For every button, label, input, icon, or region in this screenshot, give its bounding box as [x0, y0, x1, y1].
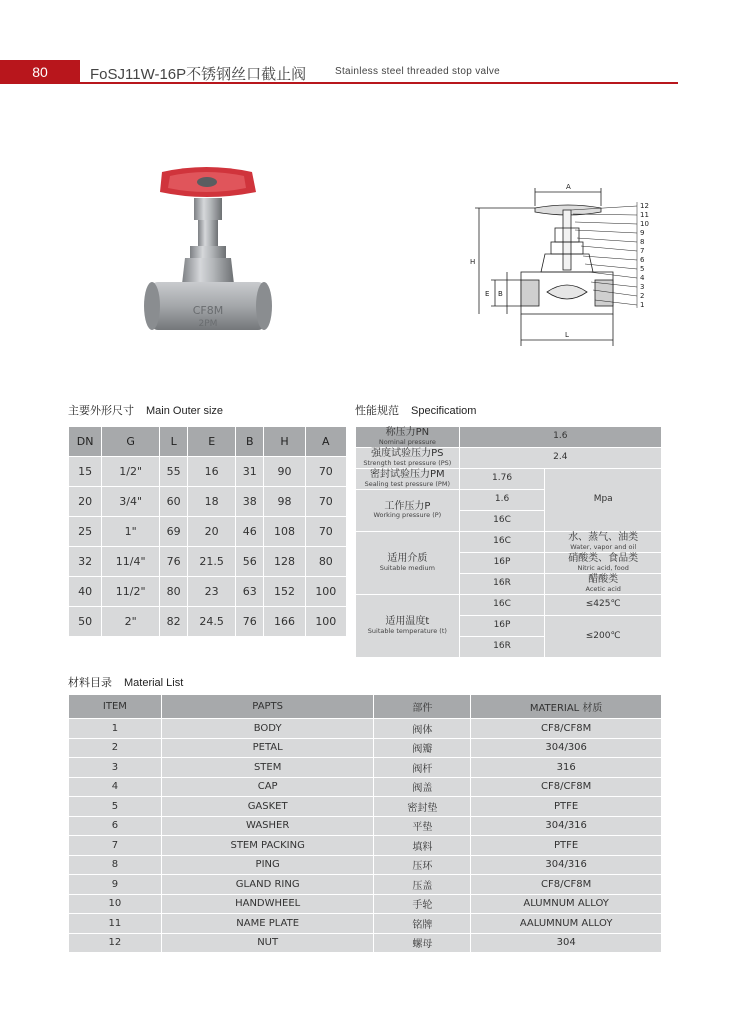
materials-heading [68, 674, 183, 690]
dimensions-heading-cn: 主要外形尺寸 [68, 405, 134, 417]
dimensions-heading-en: Main Outer size [146, 405, 224, 417]
table-cell: 69 [160, 517, 188, 547]
valve-photo [140, 158, 275, 338]
part-number: 7 [640, 247, 645, 255]
table-row [69, 816, 662, 836]
table-row [69, 855, 662, 875]
table-cell: 100 [305, 577, 346, 607]
table-cell: BODY [161, 719, 374, 739]
table-cell: 55 [160, 457, 188, 487]
part-number: 5 [640, 265, 645, 273]
spec-grade: 16C [459, 532, 545, 553]
table-cell: 20 [188, 517, 236, 547]
spec-value [545, 532, 662, 553]
column-header: MATERIAL 材质 [471, 695, 662, 719]
table-cell: PTFE [471, 836, 662, 856]
dim-label-a: A [566, 183, 571, 191]
part-number: 11 [640, 211, 649, 219]
spec-grade: 16R [459, 574, 545, 595]
table-cell: 3/4" [102, 487, 160, 517]
table-cell: 阀瓣 [374, 738, 471, 758]
table-cell: 1 [69, 719, 162, 739]
column-header: E [188, 427, 236, 457]
table-cell: 38 [236, 487, 264, 517]
medium-en: Nitric acid, food [577, 563, 629, 572]
spec-grade: 16P [459, 616, 545, 637]
table-cell: PETAL [161, 738, 374, 758]
spec-label [356, 427, 460, 448]
part-number: 12 [640, 202, 649, 210]
table-cell: 11 [69, 914, 162, 934]
column-header: ITEM [69, 695, 162, 719]
table-row [356, 427, 662, 448]
table-cell: 166 [264, 607, 305, 637]
table-cell: 16 [188, 457, 236, 487]
spec-value: 2.4 [459, 448, 661, 469]
spec-label-cn: 工作压力P [384, 500, 431, 512]
materials-heading-en: Material List [124, 677, 184, 689]
column-header: 部件 [374, 695, 471, 719]
table-cell: 15 [69, 457, 102, 487]
part-number: 2 [640, 292, 645, 300]
table-cell: 阀杆 [374, 758, 471, 778]
spec-label-cn: 适用介质 [387, 553, 428, 565]
table-cell: 7 [69, 836, 162, 856]
table-cell: 11/2" [102, 577, 160, 607]
table-cell: NUT [161, 933, 374, 953]
body-casting-mark: CF8M [192, 304, 224, 317]
table-row [69, 547, 347, 577]
column-header: L [160, 427, 188, 457]
dim-label-e: E [485, 290, 490, 298]
part-number: 9 [640, 229, 645, 237]
part-number: 6 [640, 256, 645, 264]
table-cell: 9 [69, 875, 162, 895]
table-cell: 阀盖 [374, 777, 471, 797]
table-cell: GASKET [161, 797, 374, 817]
part-number: 4 [640, 274, 645, 282]
table-cell: 螺母 [374, 933, 471, 953]
table-cell: 4 [69, 777, 162, 797]
table-cell: 82 [160, 607, 188, 637]
table-cell: 90 [264, 457, 305, 487]
table-row [69, 933, 662, 953]
table-cell: HANDWHEEL [161, 894, 374, 914]
column-header: PAPTS [161, 695, 374, 719]
table-cell: 18 [188, 487, 236, 517]
table-row [356, 469, 662, 490]
table-cell: 63 [236, 577, 264, 607]
page-number: 80 [32, 64, 48, 80]
table-cell: 76 [236, 607, 264, 637]
table-cell: 6 [69, 816, 162, 836]
table-cell: 46 [236, 517, 264, 547]
materials-table [68, 694, 662, 953]
spec-value: ≤425℃ [545, 595, 662, 616]
dim-label-b: B [498, 290, 503, 298]
table-cell: 2" [102, 607, 160, 637]
medium-en: Acetic acid [585, 584, 621, 593]
table-cell: 304/316 [471, 816, 662, 836]
spec-label-cn: 密封试验压力PM [370, 469, 445, 481]
medium-cn: 醋酸类 [588, 574, 619, 586]
table-row [69, 719, 662, 739]
part-number: 8 [640, 238, 645, 246]
spec-label [356, 490, 460, 532]
table-cell: 21.5 [188, 547, 236, 577]
table-cell: 304 [471, 933, 662, 953]
table-cell: 128 [264, 547, 305, 577]
table-cell: 3 [69, 758, 162, 778]
table-row [69, 894, 662, 914]
spec-value: 1.6 [459, 490, 545, 511]
table-row [69, 836, 662, 856]
table-row [69, 457, 347, 487]
table-cell: 密封垫 [374, 797, 471, 817]
column-header: B [236, 427, 264, 457]
product-title-cn: FoSJ11W-16P不锈钢丝口截止阀 [90, 66, 307, 83]
column-header: DN [69, 427, 102, 457]
table-cell: 70 [305, 457, 346, 487]
table-header-row [69, 427, 347, 457]
table-row [69, 758, 662, 778]
spec-grade: 16R [459, 637, 545, 658]
spec-label-en: Suitable temperature (t) [367, 626, 447, 635]
table-cell: 100 [305, 607, 346, 637]
table-cell: STEM [161, 758, 374, 778]
table-row [69, 914, 662, 934]
medium-cn: 水、蒸气、油类 [568, 532, 639, 544]
table-cell: PING [161, 855, 374, 875]
table-cell: 98 [264, 487, 305, 517]
table-cell: 304/306 [471, 738, 662, 758]
spec-label-en: Strength test pressure (PS) [363, 458, 452, 467]
table-cell: CF8/CF8M [471, 777, 662, 797]
valve-section-drawing [465, 180, 665, 350]
table-row [356, 532, 662, 553]
dimensions-heading [68, 402, 223, 418]
spec-unit: Mpa [545, 469, 662, 532]
spec-label [356, 448, 460, 469]
spec-label-cn: 强度试验压力PS [371, 448, 444, 460]
column-header: H [264, 427, 305, 457]
table-cell: GLAND RING [161, 875, 374, 895]
table-row [69, 577, 347, 607]
table-cell: CF8/CF8M [471, 875, 662, 895]
spec-value: 1.6 [459, 427, 661, 448]
table-cell: NAME PLATE [161, 914, 374, 934]
spec-label [356, 532, 460, 595]
table-cell: 316 [471, 758, 662, 778]
table-cell: 70 [305, 487, 346, 517]
table-cell: 80 [160, 577, 188, 607]
table-cell: 12 [69, 933, 162, 953]
table-cell: STEM PACKING [161, 836, 374, 856]
table-row [69, 777, 662, 797]
table-cell: 5 [69, 797, 162, 817]
part-number: 1 [640, 301, 645, 309]
table-cell: 108 [264, 517, 305, 547]
table-cell: PTFE [471, 797, 662, 817]
table-cell: CAP [161, 777, 374, 797]
table-cell: 31 [236, 457, 264, 487]
table-row [69, 607, 347, 637]
table-cell: AALUMNUM ALLOY [471, 914, 662, 934]
table-cell: 70 [305, 517, 346, 547]
spec-value: 1.76 [459, 469, 545, 490]
body-size-mark: 2PM [198, 319, 218, 329]
column-header: A [305, 427, 346, 457]
table-cell: 20 [69, 487, 102, 517]
medium-cn: 硝酸类、食品类 [568, 553, 639, 565]
spec-grade: 16C [459, 595, 545, 616]
table-cell: 阀体 [374, 719, 471, 739]
table-cell: 56 [236, 547, 264, 577]
dim-label-h: H [470, 258, 476, 266]
spec-label-cn: 适用温度t [385, 616, 430, 628]
table-cell: 40 [69, 577, 102, 607]
table-cell: 铭牌 [374, 914, 471, 934]
table-row [69, 738, 662, 758]
table-row [69, 517, 347, 547]
table-cell: 1" [102, 517, 160, 547]
spec-label-en: Working pressure (P) [373, 511, 442, 520]
table-row [69, 487, 347, 517]
table-row [356, 448, 662, 469]
spec-grade: 16P [459, 553, 545, 574]
table-cell: 152 [264, 577, 305, 607]
table-cell: 8 [69, 855, 162, 875]
specification-heading [355, 402, 476, 418]
spec-value [545, 574, 662, 595]
specification-table [355, 426, 662, 658]
spec-label-cn: 称压力PN [385, 427, 430, 439]
medium-en: Water, vapor and oil [570, 542, 637, 551]
table-cell: 2 [69, 738, 162, 758]
table-row [356, 595, 662, 616]
table-cell: 50 [69, 607, 102, 637]
table-row [69, 875, 662, 895]
spec-label [356, 469, 460, 490]
table-cell: 10 [69, 894, 162, 914]
table-cell: ALUMNUM ALLOY [471, 894, 662, 914]
spec-value: ≤200℃ [545, 616, 662, 658]
spec-label-en: Nominal pressure [378, 437, 436, 446]
column-header: G [102, 427, 160, 457]
specification-heading-en: Specificatiom [411, 405, 477, 417]
spec-label-en: Suitable medium [379, 563, 435, 572]
table-cell: 24.5 [188, 607, 236, 637]
table-cell: 80 [305, 547, 346, 577]
table-cell: 1/2" [102, 457, 160, 487]
table-cell: 304/316 [471, 855, 662, 875]
spec-label-en: Sealing test pressure (PM) [364, 479, 450, 488]
dimensions-table [68, 426, 347, 637]
dim-label-l: L [565, 331, 569, 339]
spec-grade: 16C [459, 511, 545, 532]
spec-value [545, 553, 662, 574]
part-number: 3 [640, 283, 645, 291]
table-cell: 填料 [374, 836, 471, 856]
table-row [69, 797, 662, 817]
spec-label [356, 595, 460, 658]
table-cell: 压环 [374, 855, 471, 875]
table-cell: 压盖 [374, 875, 471, 895]
materials-heading-cn: 材料目录 [68, 677, 112, 689]
product-title-en: Stainless steel threaded stop valve [335, 66, 501, 77]
specification-heading-cn: 性能规范 [355, 405, 399, 417]
table-cell: 手轮 [374, 894, 471, 914]
table-cell: 25 [69, 517, 102, 547]
part-number: 10 [640, 220, 649, 228]
table-header-row [69, 695, 662, 719]
table-cell: WASHER [161, 816, 374, 836]
table-cell: 11/4" [102, 547, 160, 577]
table-cell: 平垫 [374, 816, 471, 836]
table-cell: 23 [188, 577, 236, 607]
table-cell: 76 [160, 547, 188, 577]
table-cell: 32 [69, 547, 102, 577]
table-cell: CF8/CF8M [471, 719, 662, 739]
table-cell: 60 [160, 487, 188, 517]
